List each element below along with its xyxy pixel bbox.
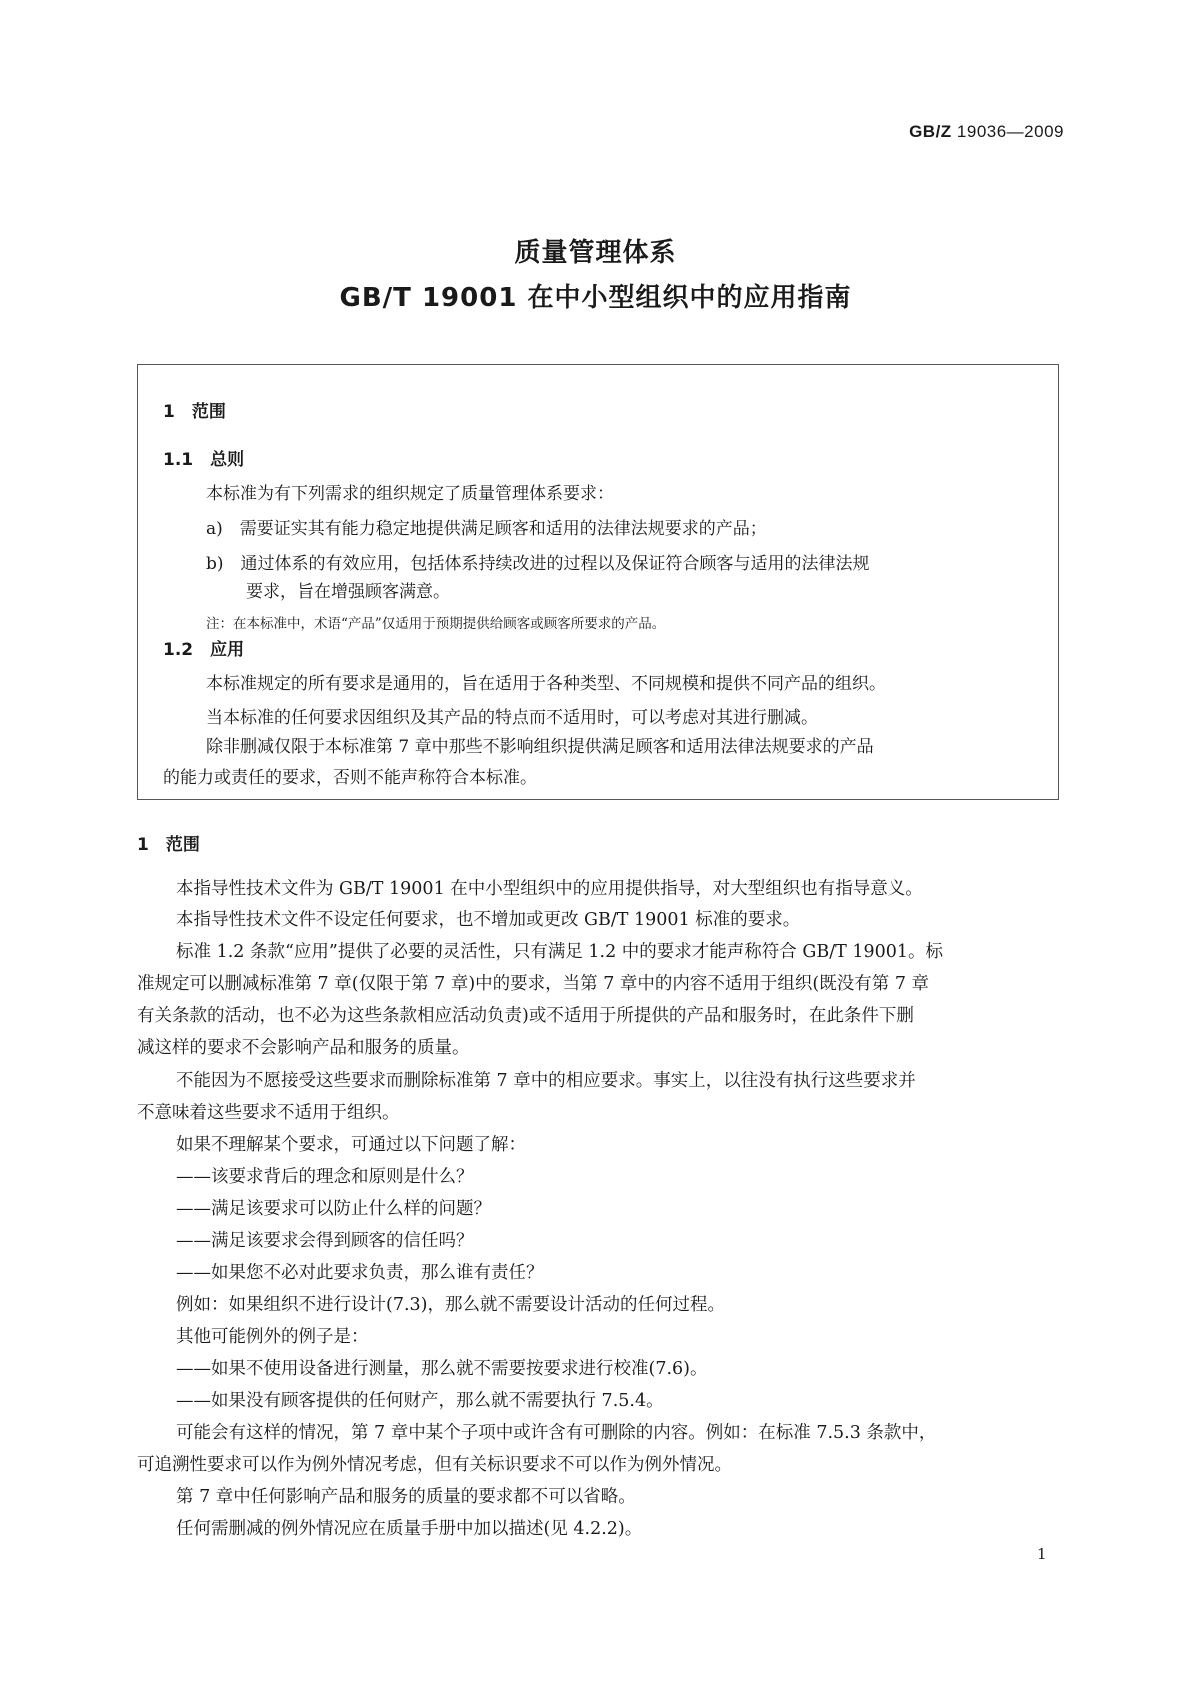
body-line: 不能因为不愿接受这些要求而删除标准第 7 章中的相应要求。事实上，以往没有执行这些要求并 (176, 1071, 916, 1091)
main-section-heading: 1 范围 (137, 835, 200, 855)
box-paragraph-1: 本标准规定的所有要求是通用的，旨在适用于各种类型、不同规模和提供不同产品的组织。 (206, 674, 886, 694)
standard-prefix: GB/Z (909, 122, 952, 141)
box-list-item-a: a) 需要证实其有能力稳定地提供满足顾客和适用的法律法规要求的产品； (206, 519, 767, 539)
body-line: 不意味着这些要求不适用于组织。 (137, 1103, 400, 1123)
standard-code: 19036—2009 (956, 122, 1064, 141)
body-line: ——如果没有顾客提供的任何财产，那么就不需要执行 7.5.4。 (176, 1391, 664, 1411)
body-line: 可追溯性要求可以作为例外情况考虑，但有关标识要求不可以作为例外情况。 (137, 1455, 732, 1475)
body-line: 本指导性技术文件为 GB/T 19001 在中小型组织中的应用提供指导，对大型组织也有指导意义。 (176, 879, 923, 899)
box-paragraph-3-line1: 除非删减仅限于本标准第 7 章中那些不影响组织提供满足顾客和适用法律法规要求的产品 (206, 737, 874, 757)
body-line: ——满足该要求会得到顾客的信任吗？ (176, 1231, 474, 1251)
body-line: 减这样的要求不会影响产品和服务的质量。 (137, 1038, 470, 1058)
document-title-line2: GB/T 19001 在中小型组织中的应用指南 (339, 283, 852, 313)
box-intro-text: 本标准为有下列需求的组织规定了质量管理体系要求： (206, 484, 614, 504)
page-number: 1 (1037, 1545, 1047, 1563)
body-line: 准规定可以删减标准第 7 章(仅限于第 7 章)中的要求，当第 7 章中的内容不适用于组织(既没有第 7 章 (137, 974, 930, 994)
box-section-heading: 1 范围 (163, 402, 226, 422)
body-line: ——满足该要求可以防止什么样的问题？ (176, 1199, 491, 1219)
box-list-item-b-line2: 要求，旨在增强顾客满意。 (246, 582, 450, 602)
body-line: 其他可能例外的例子是： (176, 1327, 369, 1347)
body-line: 本指导性技术文件不设定任何要求，也不增加或更改 GB/T 19001 标准的要求。 (176, 910, 801, 930)
standard-number (909, 122, 1064, 142)
box-subsection-1-heading: 1.1 总则 (163, 450, 245, 470)
body-line: 例如：如果组织不进行设计(7.3)，那么就不需要设计活动的任何过程。 (176, 1295, 725, 1315)
body-line: 任何需删减的例外情况应在质量手册中加以描述(见 4.2.2)。 (176, 1519, 643, 1539)
body-line: 有关条款的活动，也不必为这些条款相应活动负责)或不适用于所提供的产品和服务时，在此条件下删 (137, 1006, 914, 1026)
box-note: 注：在本标准中，术语“产品”仅适用于预期提供给顾客或顾客所要求的产品。 (206, 616, 666, 632)
body-line: ——如果不使用设备进行测量，那么就不需要按要求进行校准(7.6)。 (176, 1359, 708, 1379)
box-list-item-b-line1: b) 通过体系的有效应用，包括体系持续改进的过程以及保证符合顾客与适用的法律法规 (206, 554, 870, 574)
body-line: ——如果您不必对此要求负责，那么谁有责任？ (176, 1263, 544, 1283)
body-line: ——该要求背后的理念和原则是什么？ (176, 1167, 474, 1187)
body-line: 如果不理解某个要求，可通过以下问题了解： (176, 1135, 526, 1155)
quoted-standard-box (137, 364, 1059, 800)
box-paragraph-2: 当本标准的任何要求因组织及其产品的特点而不适用时，可以考虑对其进行删减。 (206, 708, 818, 728)
document-title-line1: 质量管理体系 (514, 238, 677, 268)
body-line: 标准 1.2 条款“应用”提供了必要的灵活性，只有满足 1.2 中的要求才能声称符合 GB/T 19001。标 (176, 942, 944, 962)
body-line: 第 7 章中任何影响产品和服务的质量的要求都不可以省略。 (176, 1487, 636, 1507)
box-paragraph-3-line2: 的能力或责任的要求，否则不能声称符合本标准。 (163, 768, 537, 788)
body-line: 可能会有这样的情况，第 7 章中某个子项中或许含有可删除的内容。例如：在标准 7.5.3 条款中， (176, 1423, 937, 1443)
box-subsection-2-heading: 1.2 应用 (163, 640, 245, 660)
